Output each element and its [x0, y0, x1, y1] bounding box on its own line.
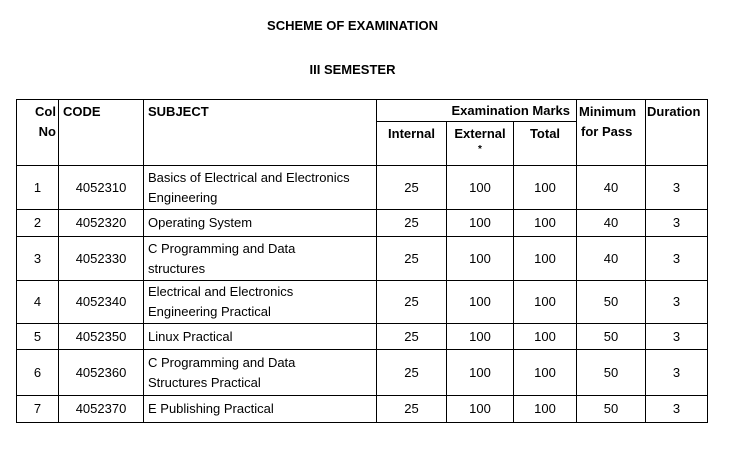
total-marks: 100 [514, 210, 577, 237]
internal-marks: 25 [377, 281, 447, 324]
internal-marks: 25 [377, 210, 447, 237]
duration: 3 [646, 324, 708, 350]
minimum-pass: 50 [577, 281, 646, 324]
subject-line-1: C Programming and Data [148, 240, 296, 256]
table-row [17, 350, 708, 396]
subject-name [144, 166, 377, 210]
external-marks: 100 [447, 166, 514, 210]
subject-code: 4052330 [59, 237, 144, 281]
examination-scheme-table [16, 99, 708, 423]
row-number: 4 [17, 281, 59, 324]
external-marks: 100 [447, 324, 514, 350]
internal-marks: 25 [377, 324, 447, 350]
subject-line-2: Engineering [148, 189, 218, 205]
subject-name: Linux Practical [144, 324, 377, 350]
duration-header: Duration [646, 100, 708, 166]
external-marks: 100 [447, 237, 514, 281]
internal-marks: 25 [377, 350, 447, 396]
external-header-label: External [454, 126, 506, 141]
internal-marks: 25 [377, 237, 447, 281]
semester-heading: III SEMESTER [309, 62, 396, 77]
row-number: 7 [17, 396, 59, 423]
subject-line-2: Engineering Practical [148, 304, 271, 319]
total-marks: 100 [514, 237, 577, 281]
internal-header: Internal [377, 122, 447, 166]
row-number: 3 [17, 237, 59, 281]
subject-line-2: structures [148, 260, 206, 276]
total-marks: 100 [514, 166, 577, 210]
subject-name: E Publishing Practical [144, 396, 377, 423]
subject-code: 4052310 [59, 166, 144, 210]
subject-name: Operating System [144, 210, 377, 237]
subject-name [144, 237, 377, 281]
total-header: Total [514, 122, 577, 166]
table-row [17, 166, 708, 210]
total-marks: 100 [514, 281, 577, 324]
row-number: 2 [17, 210, 59, 237]
subject-line-2: Structures Practical [148, 374, 261, 390]
duration: 3 [646, 210, 708, 237]
minimum-pass: 40 [577, 237, 646, 281]
subject-header: SUBJECT [144, 100, 377, 166]
external-asterisk: * [478, 144, 482, 155]
minimum-header-line1: Minimum [579, 104, 637, 119]
duration: 3 [646, 281, 708, 324]
duration: 3 [646, 396, 708, 423]
internal-marks: 25 [377, 166, 447, 210]
subject-code: 4052350 [59, 324, 144, 350]
table-row [17, 210, 708, 237]
subject-line-1: Electrical and Electronics [148, 284, 294, 299]
minimum-pass: 50 [577, 350, 646, 396]
duration: 3 [646, 166, 708, 210]
subject-line-1: C Programming and Data [148, 354, 296, 370]
row-number: 5 [17, 324, 59, 350]
table-row [17, 281, 708, 324]
external-marks: 100 [447, 350, 514, 396]
subject-code: 4052320 [59, 210, 144, 237]
header-row-1 [17, 100, 708, 122]
table-row [17, 396, 708, 423]
subject-name [144, 281, 377, 324]
document-title: SCHEME OF EXAMINATION [267, 18, 438, 33]
duration: 3 [646, 350, 708, 396]
external-marks: 100 [447, 281, 514, 324]
exam-marks-header: Examination Marks [377, 100, 577, 122]
minimum-header-line2: for Pass [581, 124, 633, 139]
col-no-header-line1: Col [35, 104, 56, 119]
subject-code: 4052340 [59, 281, 144, 324]
col-no-header [17, 100, 59, 166]
table-row [17, 324, 708, 350]
minimum-pass: 40 [577, 166, 646, 210]
external-marks: 100 [447, 396, 514, 423]
internal-marks: 25 [377, 396, 447, 423]
subject-name [144, 350, 377, 396]
subject-code: 4052370 [59, 396, 144, 423]
col-no-header-line2: No [38, 124, 56, 139]
duration: 3 [646, 237, 708, 281]
total-marks: 100 [514, 324, 577, 350]
table-row [17, 237, 708, 281]
row-number: 6 [17, 350, 59, 396]
minimum-pass-header [577, 100, 646, 166]
total-marks: 100 [514, 396, 577, 423]
code-header: CODE [59, 100, 144, 166]
minimum-pass: 40 [577, 210, 646, 237]
subject-line-1: Basics of Electrical and Electronics [148, 169, 350, 185]
external-marks: 100 [447, 210, 514, 237]
external-header [447, 122, 514, 166]
minimum-pass: 50 [577, 396, 646, 423]
total-marks: 100 [514, 350, 577, 396]
subject-code: 4052360 [59, 350, 144, 396]
row-number: 1 [17, 166, 59, 210]
minimum-pass: 50 [577, 324, 646, 350]
